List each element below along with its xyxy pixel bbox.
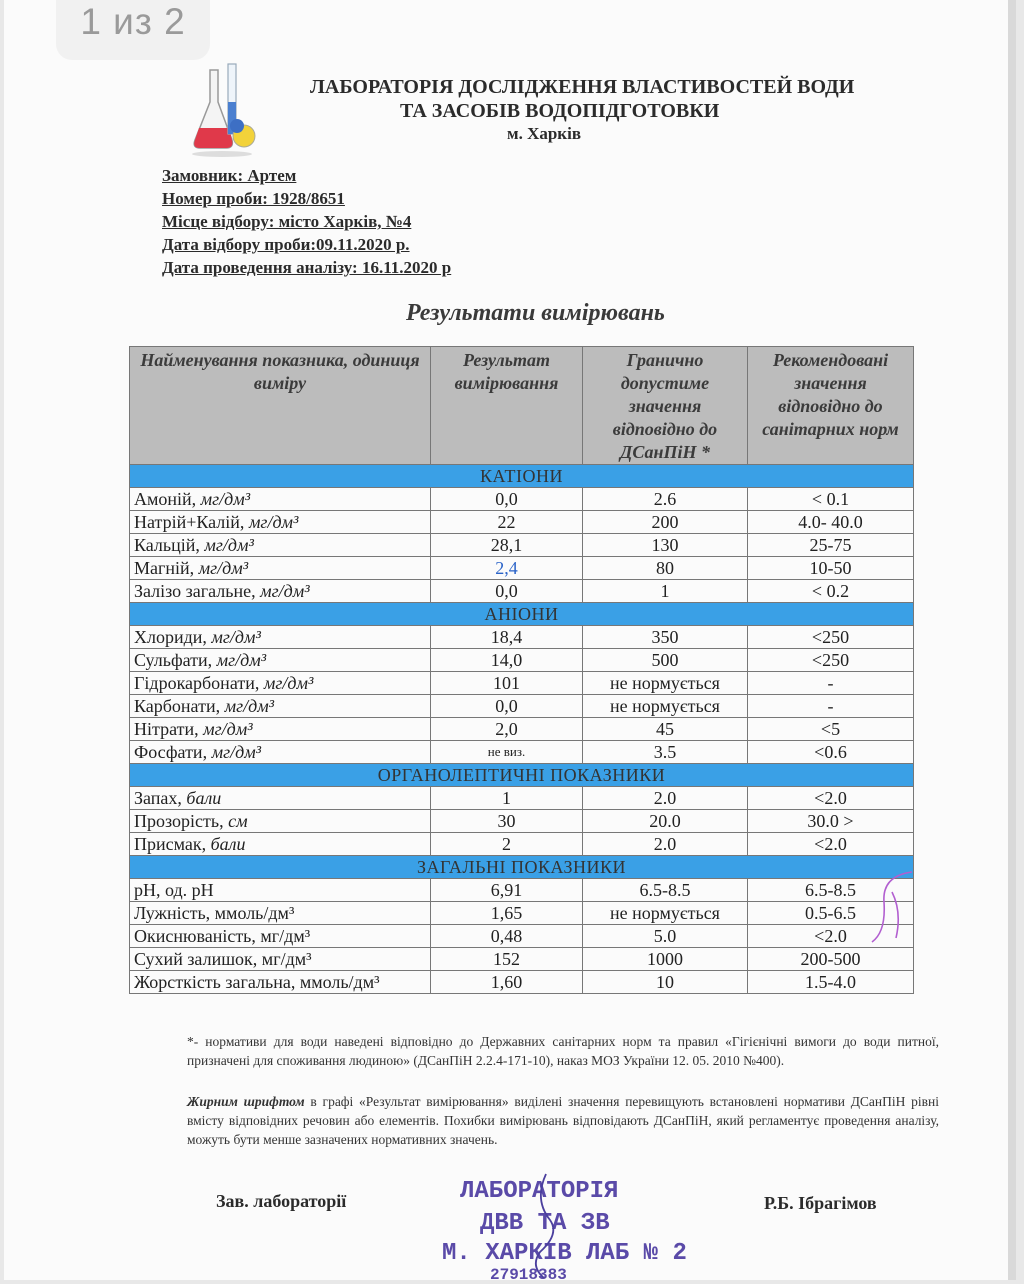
lab-stamp — [436, 1170, 687, 1284]
row-recommended: 1.5-4.0 — [748, 971, 914, 994]
table-row — [130, 626, 914, 649]
row-name: Присмак, бали — [130, 833, 431, 856]
header-recommended: Рекомендовані значення відповідно до санітарних норм — [748, 347, 914, 465]
page-indicator[interactable] — [56, 0, 210, 60]
table-row — [130, 902, 914, 925]
stamp-line2: ДВВ ТА ЗВ — [480, 1210, 610, 1237]
section-row-organoleptic — [130, 764, 914, 787]
row-limit: 10 — [583, 971, 748, 994]
row-recommended: 0.5-6.5 — [748, 902, 914, 925]
table-row — [130, 787, 914, 810]
row-result: не виз. — [431, 741, 583, 764]
row-recommended: <2.0 — [748, 833, 914, 856]
row-result: 2 — [431, 833, 583, 856]
sampling-place-line: Місце відбору: місто Харків, №4 — [162, 212, 412, 231]
row-limit: 2.6 — [583, 488, 748, 511]
row-name: Залізо загальне, мг/дм³ — [130, 580, 431, 603]
row-result: 0,0 — [431, 580, 583, 603]
row-result: 2,0 — [431, 718, 583, 741]
row-recommended: 6.5-8.5 — [748, 879, 914, 902]
section-row-general — [130, 856, 914, 879]
row-recommended: - — [748, 695, 914, 718]
row-limit: 2.0 — [583, 787, 748, 810]
row-name: Магній, мг/дм³ — [130, 557, 431, 580]
row-name: Сульфати, мг/дм³ — [130, 649, 431, 672]
row-name: Запах, бали — [130, 787, 431, 810]
page-edge — [1008, 0, 1016, 1280]
analysis-date-line: Дата проведення аналізу: 16.11.2020 р — [162, 258, 452, 277]
row-name: Жорсткість загальна, ммоль/дм³ — [130, 971, 431, 994]
table-row — [130, 741, 914, 764]
table-row — [130, 833, 914, 856]
row-limit: 3.5 — [583, 741, 748, 764]
sampling-date-line: Дата відбору проби:09.11.2020 р. — [162, 235, 410, 254]
table-row — [130, 672, 914, 695]
table-row — [130, 580, 914, 603]
section-row-anions — [130, 603, 914, 626]
header-result: Результат вимірювання — [431, 347, 583, 465]
stamp-line4: 27918383 — [490, 1266, 567, 1284]
row-recommended: <250 — [748, 626, 914, 649]
row-result: 0,48 — [431, 925, 583, 948]
stamp-line3: М. ХАРКІВ ЛАБ № 2 — [442, 1240, 687, 1267]
signature-right-name: Р.Б. Ібрагімов — [764, 1193, 877, 1213]
row-limit: 2.0 — [583, 833, 748, 856]
lab-city: м. Харків — [507, 124, 582, 143]
row-limit: 5.0 — [583, 925, 748, 948]
row-result: 0,0 — [431, 695, 583, 718]
row-recommended: 200-500 — [748, 948, 914, 971]
bold-font-note — [187, 1092, 939, 1149]
row-result: 1,65 — [431, 902, 583, 925]
row-name: Нітрати, мг/дм³ — [130, 718, 431, 741]
row-name: Окиснюваність, мг/дм³ — [130, 925, 431, 948]
row-result: 14,0 — [431, 649, 583, 672]
row-limit: 200 — [583, 511, 748, 534]
table-row — [130, 971, 914, 994]
footnote-text: *- нормативи для води наведені відповідно до Державних санітарних норм та правил «Гігієнічні вимоги до води питної, призначені для споживання людиною» (ДСанПіН 2.2.4-171-10), наказ МОЗ України 12. 05. 2010 №400). — [187, 1034, 939, 1068]
row-recommended: 10-50 — [748, 557, 914, 580]
table-row — [130, 925, 914, 948]
sample-number-line: Номер проби: 1928/8651 — [162, 189, 345, 208]
row-result: 30 — [431, 810, 583, 833]
document-page — [4, 0, 1016, 1284]
row-name: Кальцій, мг/дм³ — [130, 534, 431, 557]
handwritten-signature-icon — [526, 1170, 566, 1280]
lab-flasks-logo-icon — [192, 62, 264, 158]
table-header-row — [130, 347, 914, 465]
row-recommended: 25-75 — [748, 534, 914, 557]
row-name: Гідрокарбонати, мг/дм³ — [130, 672, 431, 695]
row-recommended: <5 — [748, 718, 914, 741]
section-label: ЗАГАЛЬНІ ПОКАЗНИКИ — [130, 856, 914, 879]
row-recommended: <250 — [748, 649, 914, 672]
lab-title-line1: ЛАБОРАТОРІЯ ДОСЛІДЖЕННЯ ВЛАСТИВОСТЕЙ ВОДИ — [310, 76, 855, 98]
row-recommended: <0.6 — [748, 741, 914, 764]
table-row — [130, 557, 914, 580]
results-table — [129, 346, 914, 994]
row-limit: 20.0 — [583, 810, 748, 833]
section-label: АНІОНИ — [130, 603, 914, 626]
row-limit: 130 — [583, 534, 748, 557]
row-limit: 6.5-8.5 — [583, 879, 748, 902]
row-name: Прозорість, см — [130, 810, 431, 833]
table-row — [130, 879, 914, 902]
page-indicator-text: 1 из 2 — [80, 1, 186, 42]
header-limit: Гранично допустиме значення відповідно до ДСанПіН * — [583, 347, 748, 465]
row-result: 28,1 — [431, 534, 583, 557]
section-label: КАТІОНИ — [130, 465, 914, 488]
row-limit: не нормується — [583, 902, 748, 925]
row-result: 6,91 — [431, 879, 583, 902]
header-name: Найменування показника, одиниця виміру — [130, 347, 431, 465]
row-recommended: - — [748, 672, 914, 695]
section-row-cations — [130, 465, 914, 488]
row-name: Амоній, мг/дм³ — [130, 488, 431, 511]
customer-line: Замовник: Артем — [162, 166, 297, 185]
row-result: 101 — [431, 672, 583, 695]
table-row — [130, 810, 914, 833]
row-result: 1,60 — [431, 971, 583, 994]
row-name: Фосфати, мг/дм³ — [130, 741, 431, 764]
row-limit: 45 — [583, 718, 748, 741]
row-name: Хлориди, мг/дм³ — [130, 626, 431, 649]
table-row — [130, 649, 914, 672]
table-row — [130, 511, 914, 534]
row-result: 2,4 — [431, 557, 583, 580]
row-name: Натрій+Калій, мг/дм³ — [130, 511, 431, 534]
row-recommended: <2.0 — [748, 925, 914, 948]
row-recommended: < 0.2 — [748, 580, 914, 603]
row-limit: не нормується — [583, 672, 748, 695]
pen-mark-icon — [862, 862, 922, 952]
row-name: pH, од. pH — [130, 879, 431, 902]
bold-font-note-rest: в графі «Результат вимірювання» виділені значення перевищують встановлені нормативи ДСанПіН рівні вмісту відповідних речовин або елементів. Похибки вимірювань відповідають ДСанПіН, який регламентує проведення аналізу, можуть бути менше зазначених нормативних значень. — [187, 1094, 939, 1147]
row-limit: 1000 — [583, 948, 748, 971]
row-name: Сухий залишок, мг/дм³ — [130, 948, 431, 971]
results-title: Результати вимірювань — [406, 300, 665, 326]
table-row — [130, 695, 914, 718]
bold-font-note-lead: Жирним шрифтом — [187, 1094, 305, 1109]
signature-left-label: Зав. лабораторії — [216, 1191, 347, 1211]
row-recommended: < 0.1 — [748, 488, 914, 511]
row-recommended: <2.0 — [748, 787, 914, 810]
stamp-line1: ЛАБОРАТОРІЯ — [460, 1178, 619, 1205]
row-name: Карбонати, мг/дм³ — [130, 695, 431, 718]
row-result: 1 — [431, 787, 583, 810]
row-result: 152 — [431, 948, 583, 971]
row-limit: 350 — [583, 626, 748, 649]
row-name: Лужність, ммоль/дм³ — [130, 902, 431, 925]
row-result: 22 — [431, 511, 583, 534]
table-row — [130, 534, 914, 557]
table-row — [130, 488, 914, 511]
row-limit: не нормується — [583, 695, 748, 718]
row-recommended: 30.0 > — [748, 810, 914, 833]
row-result: 18,4 — [431, 626, 583, 649]
row-limit: 80 — [583, 557, 748, 580]
row-limit: 500 — [583, 649, 748, 672]
row-limit: 1 — [583, 580, 748, 603]
table-row — [130, 948, 914, 971]
lab-title-line2: ТА ЗАСОБІВ ВОДОПІДГОТОВКИ — [400, 100, 720, 122]
row-result: 0,0 — [431, 488, 583, 511]
row-recommended: 4.0- 40.0 — [748, 511, 914, 534]
table-row — [130, 718, 914, 741]
section-label: ОРГАНОЛЕПТИЧНІ ПОКАЗНИКИ — [130, 764, 914, 787]
